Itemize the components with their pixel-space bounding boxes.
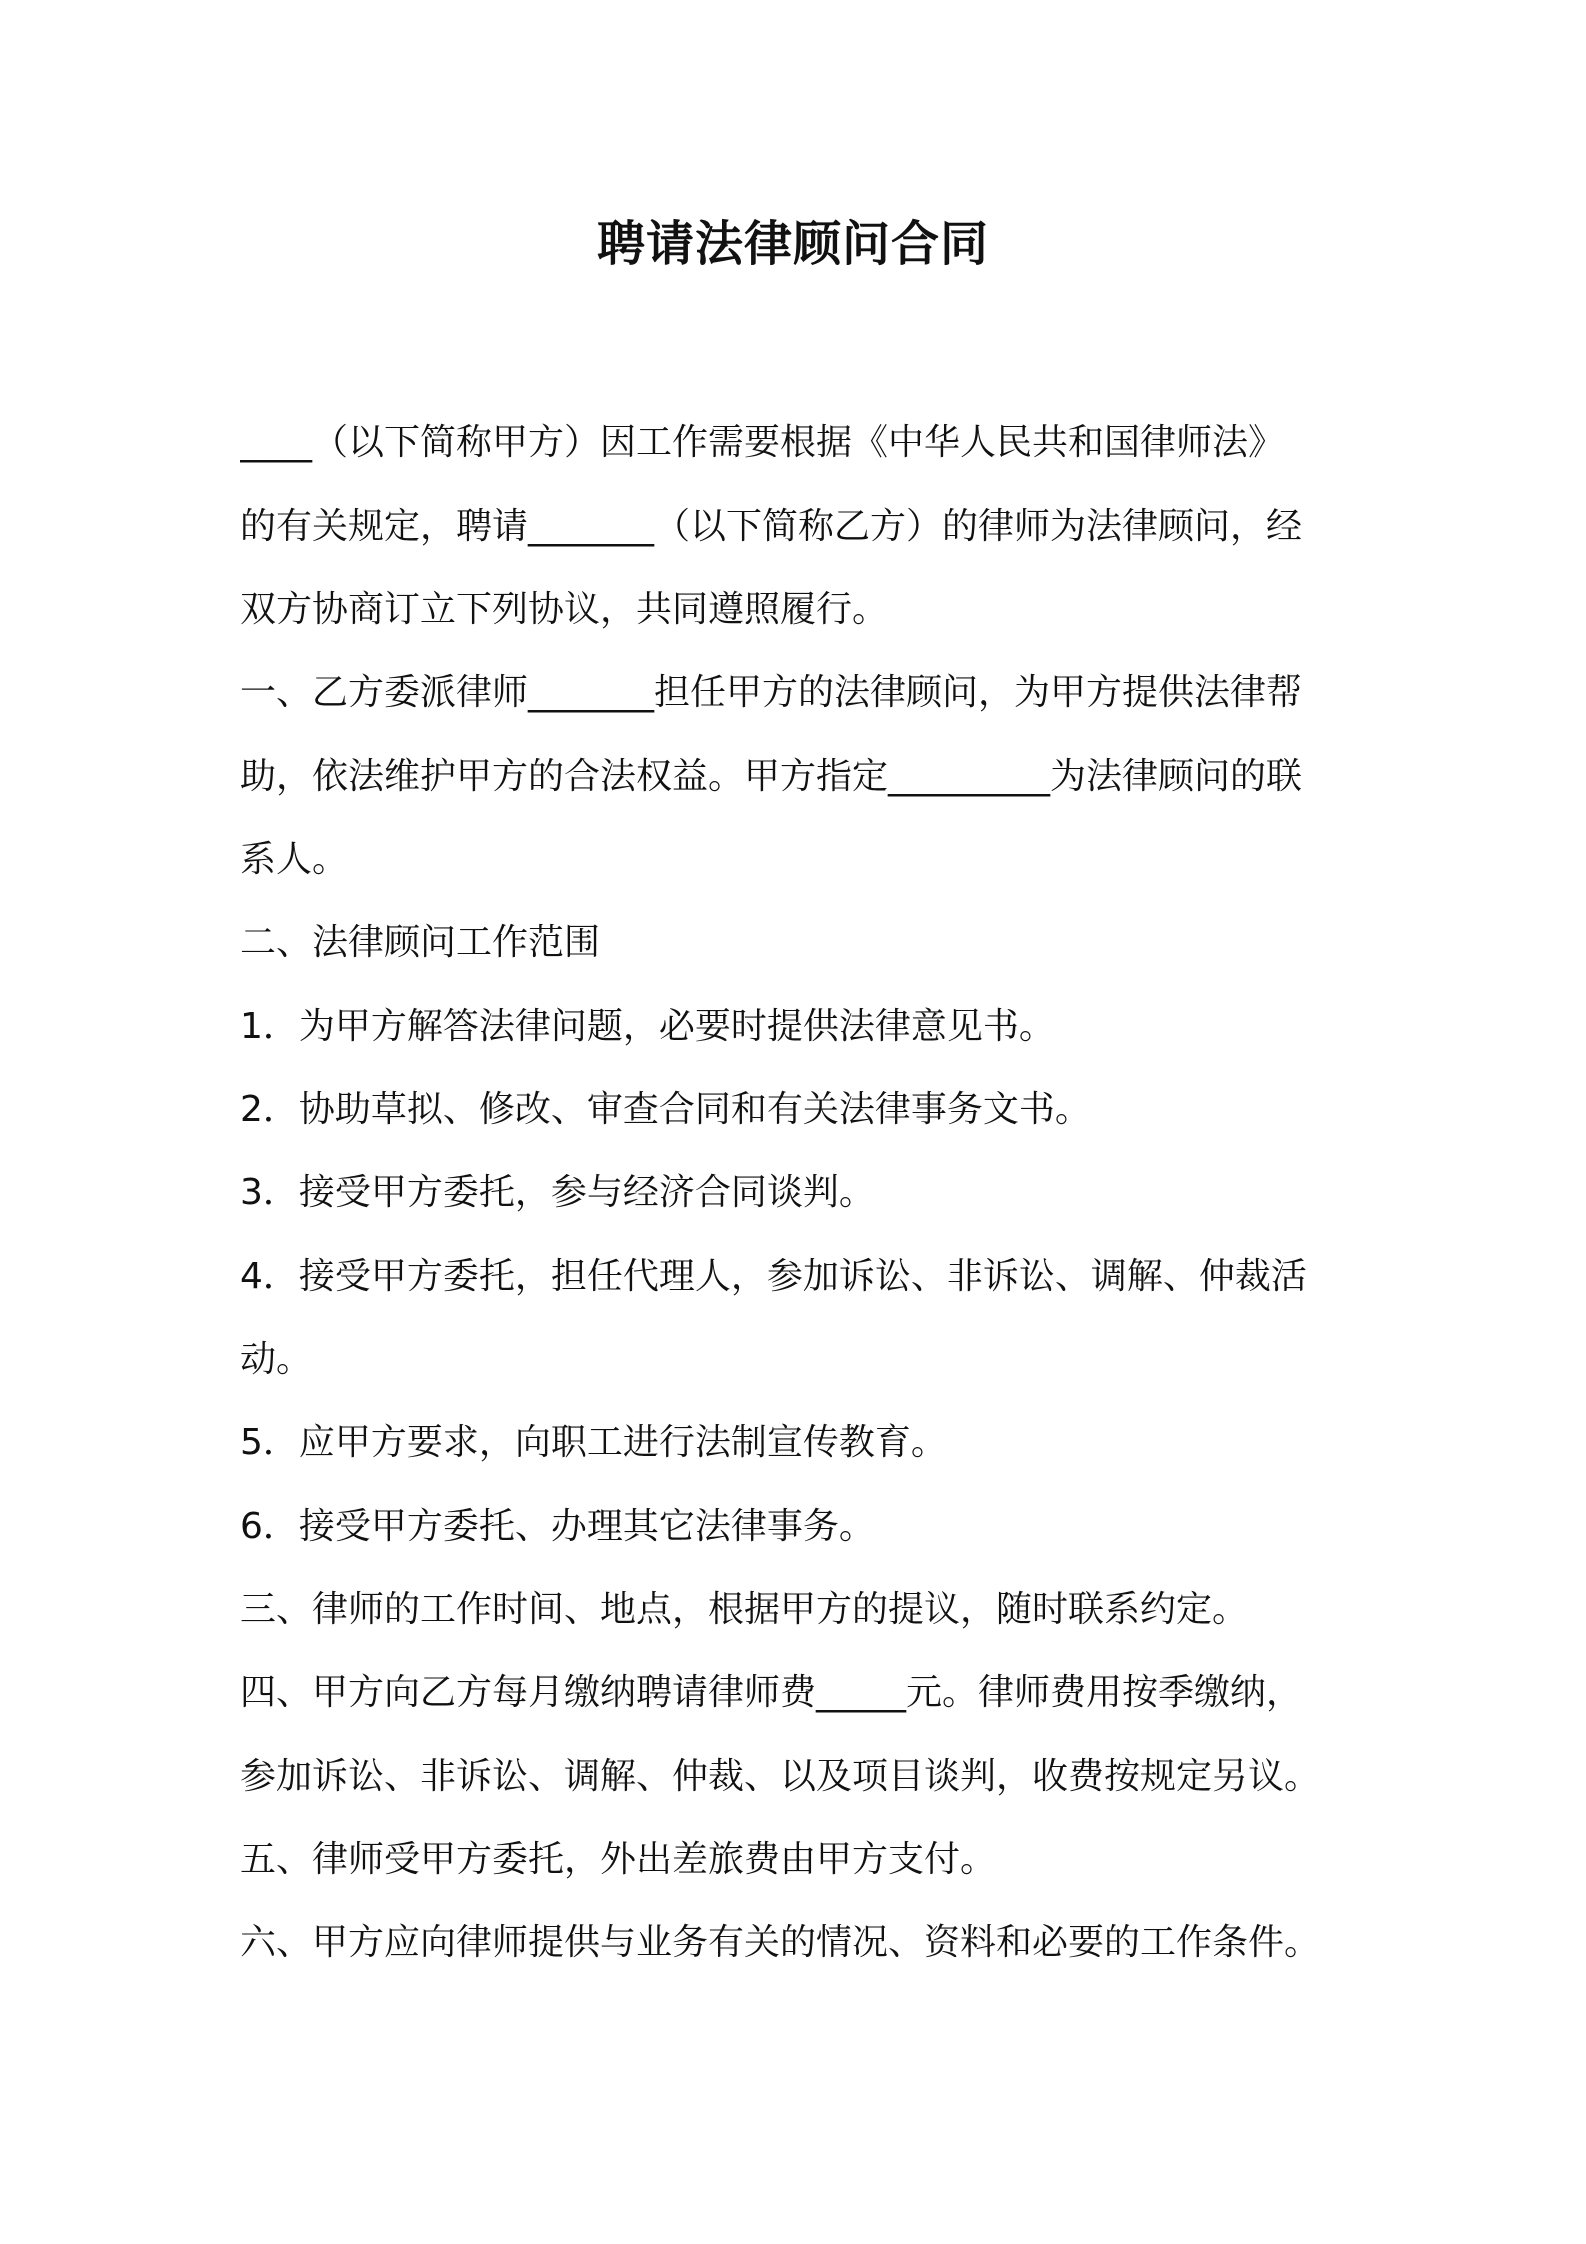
clause-1-line-1: 一、乙方委派律师_______担任甲方的法律顾问，为甲方提供法律帮 [240,672,1303,713]
clause-3: 三、律师的工作时间、地点，根据甲方的提议，随时联系约定。 [240,1589,1249,1630]
clause-6: 六、甲方应向律师提供与业务有关的情况、资料和必要的工作条件。 [240,1922,1321,1963]
scope-item-5: 5．应甲方要求，向职工进行法制宣传教育。 [240,1422,947,1463]
document-title: 聘请法律顾问合同 [596,216,989,272]
scope-item-1: 1．为甲方解答法律问题，必要时提供法律意见书。 [240,1006,1055,1047]
clause-5: 五、律师受甲方委托，外出差旅费由甲方支付。 [240,1839,997,1880]
scope-item-4-line-2: 动。 [240,1339,313,1380]
scope-item-4-line-1: 4．接受甲方委托，担任代理人，参加诉讼、非诉讼、调解、仲裁活 [240,1256,1307,1297]
clause-2-heading: 二、法律顾问工作范围 [240,922,601,963]
scope-item-6: 6．接受甲方委托、办理其它法律事务。 [240,1506,875,1547]
clause-4-line-1: 四、甲方向乙方每月缴纳聘请律师费_____元。律师费用按季缴纳， [240,1672,1303,1713]
clause-1-line-2: 助，依法维护甲方的合法权益。甲方指定_________为法律顾问的联 [240,756,1303,797]
preamble-line-3: 双方协商订立下列协议，共同遵照履行。 [240,589,889,630]
clause-4-line-2: 参加诉讼、非诉讼、调解、仲裁、以及项目谈判，收费按规定另议。 [240,1756,1321,1797]
clause-1-line-3: 系人。 [240,839,349,880]
preamble-line-1: ____（以下简称甲方）因工作需要根据《中华人民共和国律师法》 [240,422,1285,463]
scope-item-2: 2．协助草拟、修改、审查合同和有关法律事务文书。 [240,1089,1091,1130]
scope-item-3: 3．接受甲方委托，参与经济合同谈判。 [240,1172,875,1213]
preamble-line-2: 的有关规定，聘请_______（以下简称乙方）的律师为法律顾问，经 [240,506,1303,547]
